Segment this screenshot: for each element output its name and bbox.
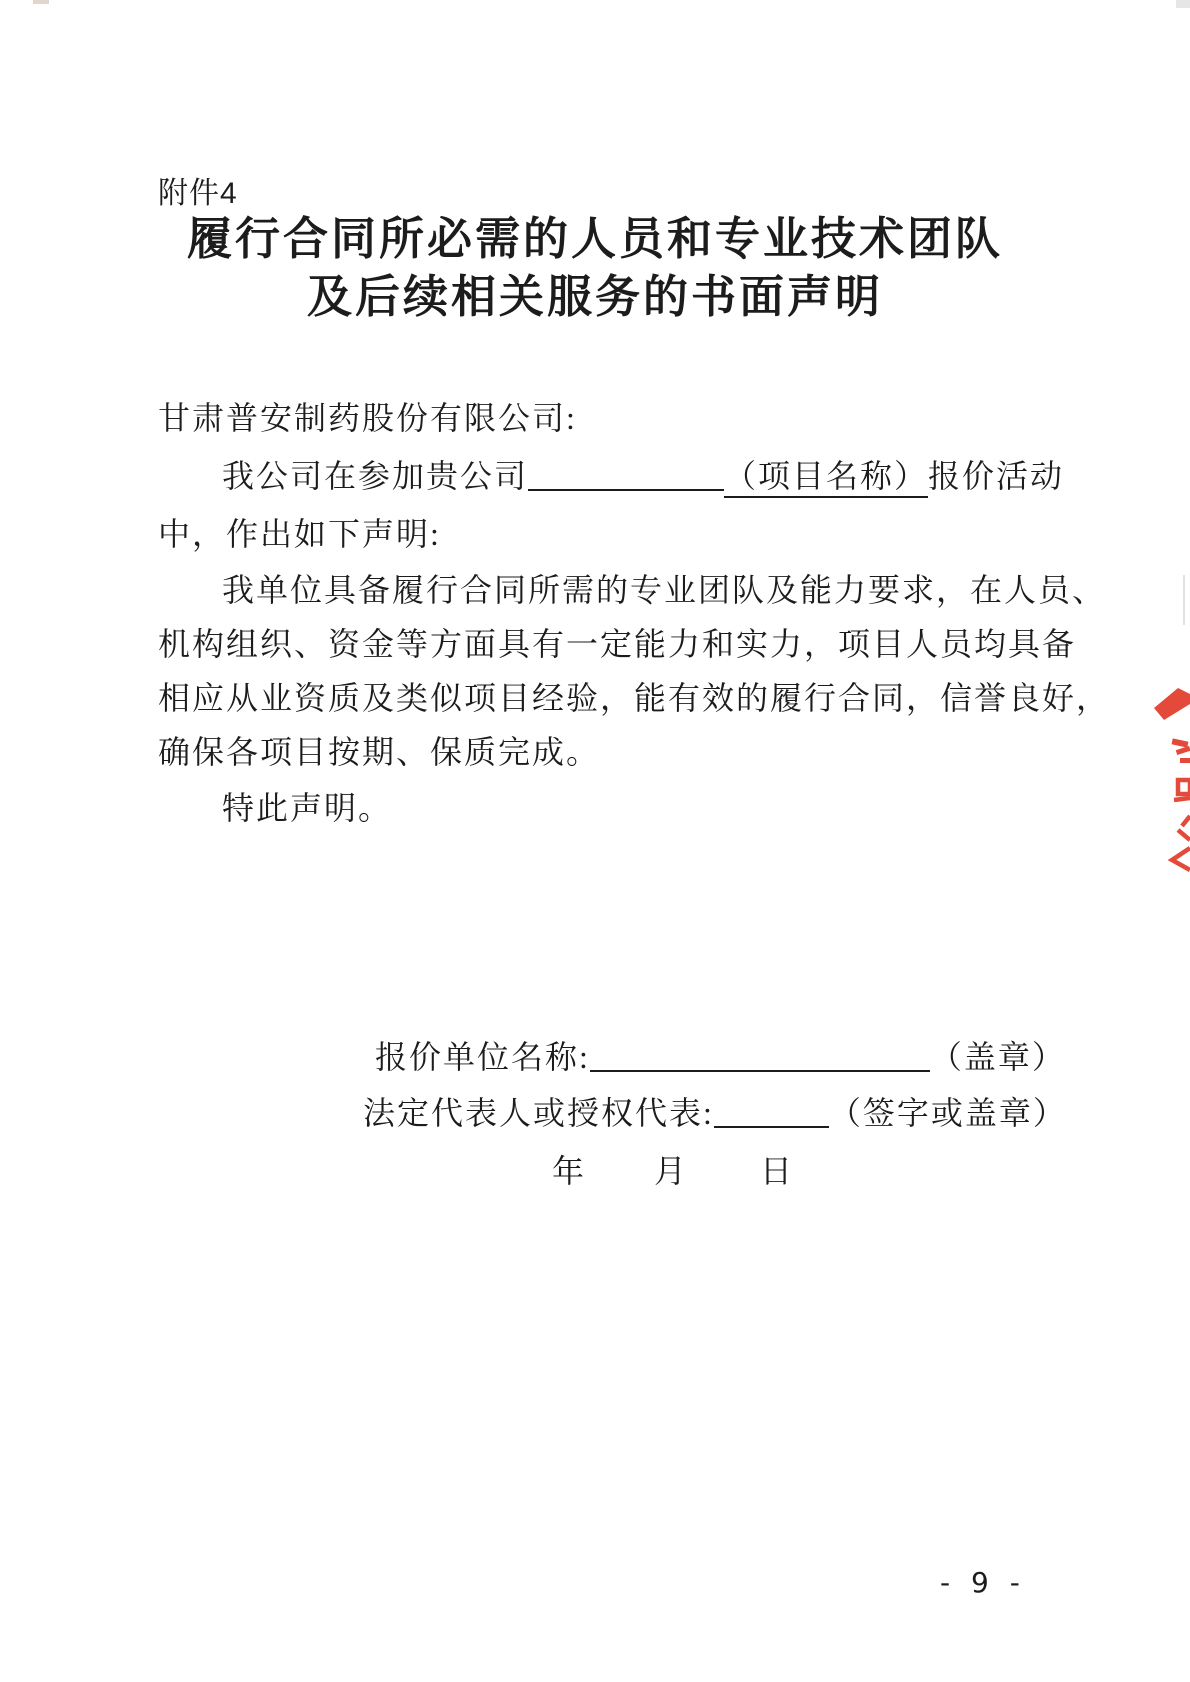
- project-name-annotation: （项目名称）: [724, 458, 928, 498]
- org-name-label: 报价单位名称:: [375, 1039, 590, 1075]
- paragraph2-line3: 相应从业资质及类似项目经验，能有效的履行合同，信誉良好，: [158, 680, 1111, 716]
- attachment-label: 附件4: [158, 177, 238, 210]
- scan-artifact-line: [1183, 575, 1185, 625]
- document-title-line2: 及后续相关服务的书面声明: [306, 271, 883, 322]
- paragraph1-line1: [158, 458, 1064, 494]
- paragraph2-line4: 确保各项目按期、保质完成。: [158, 734, 601, 770]
- date-line: [552, 1146, 794, 1192]
- document-title-line1: 履行合同所必需的人员和专业技术团队: [186, 213, 1003, 264]
- paragraph1-prefix: 我公司在参加贵公司: [222, 458, 529, 494]
- closing-statement: 特此声明。: [222, 790, 393, 826]
- paragraph2-line1: 我单位具备履行合同所需的专业团队及能力要求，在人员、: [222, 572, 1107, 608]
- rep-label: 法定代表人或授权代表:: [363, 1095, 714, 1131]
- paragraph1-suffix: 报价活动: [928, 458, 1065, 494]
- date-year-label: 年: [552, 1153, 587, 1189]
- paragraph1-continuation: 中，作出如下声明:: [158, 516, 441, 552]
- paragraph2-line2: 机构组织、资金等方面具有一定能力和实力，项目人员均具备: [158, 626, 1077, 662]
- rep-signature-line: [363, 1088, 1067, 1134]
- red-stamp-fragment: [1152, 688, 1190, 873]
- scan-smudge-top-left: [33, 0, 49, 4]
- rep-blank-line: [714, 1096, 829, 1128]
- document-title: [0, 210, 1190, 326]
- addressee-line: 甘肃普安制药股份有限公司:: [158, 400, 577, 436]
- scan-smudge-top-right: [1176, 0, 1190, 8]
- org-name-blank-line: [590, 1040, 930, 1072]
- page-number: - 9 -: [940, 1566, 1026, 1599]
- rep-seal-note: （签字或盖章）: [828, 1095, 1067, 1131]
- org-seal-note: （盖章）: [929, 1039, 1066, 1075]
- org-signature-line: [375, 1032, 1066, 1078]
- date-month-label: 月: [654, 1153, 689, 1189]
- project-name-blank-line: [528, 459, 724, 491]
- date-day-label: 日: [760, 1153, 795, 1189]
